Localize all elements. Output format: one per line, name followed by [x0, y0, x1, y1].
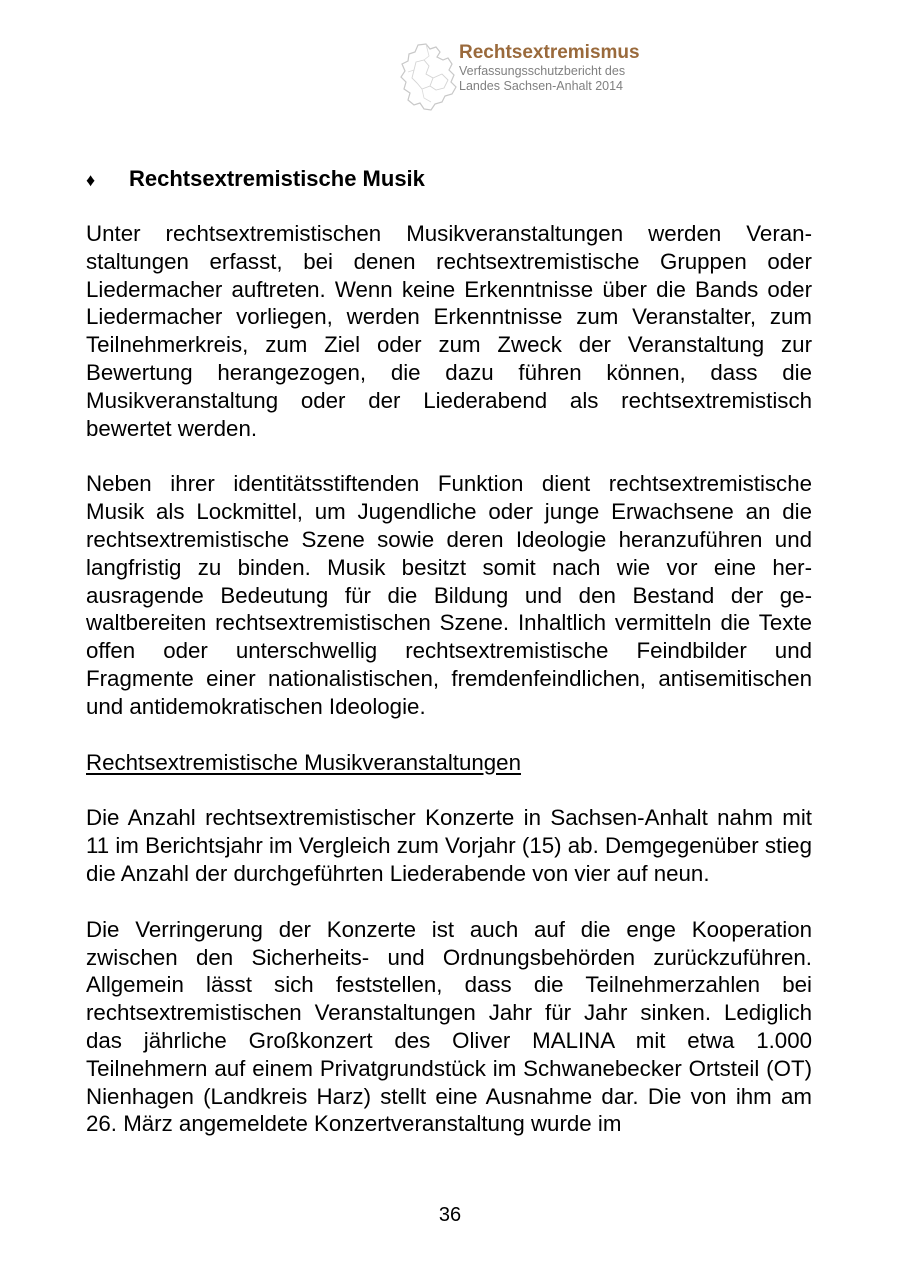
- subsection-heading: Rechtsextremistische Musikveranstaltungen: [86, 749, 521, 775]
- paragraph-function: Neben ihrer identitätsstiftenden Funktion dient rechtsextremistische Musik als Lockmittel, um Jugendliche oder junge Erwachsene an die rechtsextremistische Szene sowie deren Ideologie heranzuführen und langfristig zu binden. Musik besitzt somit nach wie vor eine herausragende Bedeutung für die Bildung und den Bestand der gewaltbereiten rechtsextremistischen Szene. Inhaltlich vermitteln die Texte offen oder unterschwellig rechtsextremistische Feindbilder und Fragmente einer nationalistischen, fremdenfeindlichen, antisemitischen und antidemokratischen Ideologie.: [86, 471, 812, 719]
- header-text-block: [459, 42, 640, 93]
- paragraph-concert-count: Die Anzahl rechtsextremistischer Konzerte in Sachsen-Anhalt nahm mit 11 im Berichtsjahr im Vergleich zum Vorjahr (15) ab. Demgegenüber stieg die Anzahl der durchgeführten Liederabende von vier auf neun.: [86, 805, 812, 886]
- section-title: Rechtsextremistische Musik: [129, 166, 425, 191]
- paragraph-definition: Unter rechtsextremistischen Musikveranstaltungen werden Veranstaltungen erfasst, bei denen rechtsextremistische Gruppen oder Liedermacher auftreten. Wenn keine Erkenntnisse über die Bands oder Liedermacher vorliegen, werden Erkenntnisse zum Veranstalter, zum Teilnehmerkreis, zum Ziel oder zum Zweck der Veranstaltung zur Bewertung herangezogen, die dazu führen können, dass die Musikveranstaltung oder der Liederabend als rechtsextremistisch bewertet werden.: [86, 221, 812, 441]
- sachsen-anhalt-map-logo: [396, 42, 462, 114]
- header-subtitle-line-1: Verfassungsschutzbericht des: [459, 64, 626, 78]
- header-subtitle-line-2: Landes Sachsen-Anhalt 2014: [459, 78, 624, 93]
- diamond-bullet-icon: ♦: [86, 170, 96, 190]
- section-heading: [86, 164, 812, 195]
- paragraph-cooperation: Die Verringerung der Konzerte ist auch auf die enge Kooperation zwischen den Sicherheits- und Ordnungsbehörden zurückzuführen. Allgemein lässt sich feststellen, dass die Teilnehmerzahlen bei rechtsextremistischen Veranstaltungen Jahr für Jahr sinken. Lediglich das jährliche Großkonzert des Oliver MALINA mit etwa 1.000 Teilnehmern auf einem Privatgrundstück im Schwanebecker Ortsteil (OT) Nienhagen (Landkreis Harz) stellt eine Ausnahme dar. Die von ihm am 26. März angemeldete Konzertveranstaltung wurde im: [86, 916, 812, 1137]
- page-header: [396, 38, 696, 118]
- page-content: [86, 164, 812, 1166]
- header-title: Rechtsextremismus: [459, 42, 640, 63]
- page-number: 36: [438, 1204, 462, 1226]
